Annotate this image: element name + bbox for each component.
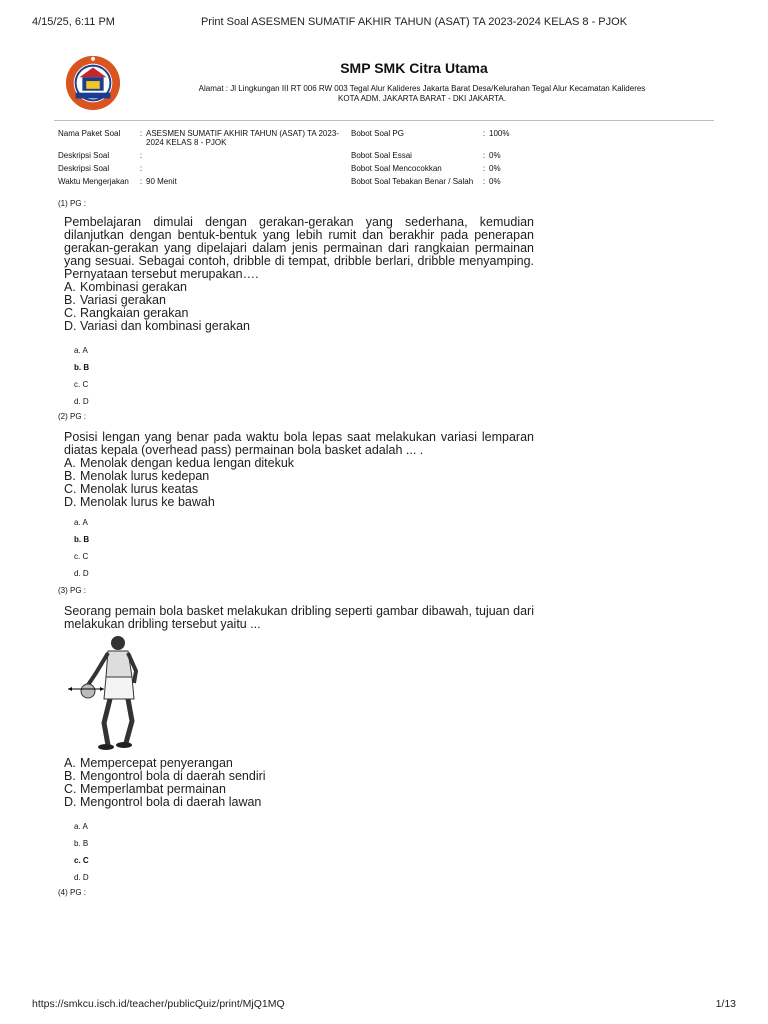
answer-choice-selected[interactable]: c. C — [74, 856, 89, 865]
option-c: C. Rangkaian gerakan — [64, 306, 189, 320]
question-1-body — [64, 216, 534, 333]
question-2-body — [64, 431, 534, 509]
info-row: Deskripsi Soal : Bobot Soal Essai : 0% — [58, 149, 718, 162]
question-text: Pembelajaran dimulai dengan gerakan-gerakan yang sederhana, kemudian dilanjutkan dengan bentuk-bentuk yang lebih rumit dan berakhir pada penerapan gerakan-gerakan yang dipelajari dalam jenis permainan dari rangkaian permainan yang sesuai. Sebagai contoh, dribble di tempat, dribble berlari, dribble menyamping. Pernyataan tersebut merupakan…. — [64, 215, 534, 281]
question-2-answers — [74, 518, 89, 586]
info-label: Waktu Mengerjakan — [58, 177, 129, 186]
answer-choice[interactable]: d. D — [74, 397, 89, 406]
option-b: B. Menolak lurus kedepan — [64, 469, 210, 483]
info-value: 0% — [489, 151, 501, 160]
info-label: Bobot Soal PG — [351, 129, 404, 138]
option-d: D. Menolak lurus ke bawah — [64, 495, 215, 509]
question-3-options — [64, 757, 534, 809]
info-value: 100% — [489, 129, 510, 138]
basketball-dribble-illustration — [64, 633, 158, 753]
question-1-header: (1) PG : — [58, 199, 87, 208]
info-value: 0% — [489, 177, 501, 186]
school-address — [130, 84, 714, 104]
question-4-header: (4) PG : — [58, 888, 87, 897]
info-value: 90 Menit — [146, 177, 177, 186]
info-label: Deskripsi Soal — [58, 164, 110, 173]
answer-choice[interactable]: a. A — [74, 518, 88, 527]
question-3-header: (3) PG : — [58, 586, 87, 595]
info-row: Waktu Mengerjakan : 90 Menit Bobot Soal Tebakan Benar / Salah : 0% — [58, 175, 718, 188]
answer-choice-selected[interactable]: b. B — [74, 535, 90, 544]
info-label: Nama Paket Soal — [58, 129, 121, 138]
print-url: https://smkcu.isch.id/teacher/publicQuiz/print/MjQ1MQ — [32, 998, 285, 1010]
info-value — [146, 162, 351, 175]
info-row: Nama Paket Soal : ASESMEN SUMATIF AKHIR TAHUN (ASAT) TA 2023-2024 KELAS 8 - PJOK Bobot Soal PG : 100% — [58, 127, 718, 149]
option-d: D. Mengontrol bola di daerah lawan — [64, 795, 262, 809]
option-a: A. Menolak dengan kedua lengan ditekuk — [64, 456, 295, 470]
question-3-answers — [74, 822, 89, 890]
question-text: Posisi lengan yang benar pada waktu bola lepas saat melakukan variasi lemparan diatas kepala (overhead pass) permainan bola basket adalah ... . — [64, 430, 534, 457]
print-datetime: 4/15/25, 6:11 PM — [32, 16, 115, 28]
school-name: SMP SMK Citra Utama — [340, 60, 488, 76]
info-value: 0% — [489, 164, 501, 173]
answer-choice-selected[interactable]: b. B — [74, 363, 90, 372]
option-b: B. Mengontrol bola di daerah sendiri — [64, 769, 266, 783]
info-label: Bobot Soal Tebakan Benar / Salah — [351, 177, 474, 186]
answer-choice[interactable]: d. D — [74, 873, 89, 882]
option-a: A. Mempercepat penyerangan — [64, 756, 233, 770]
answer-choice[interactable]: a. A — [74, 822, 88, 831]
option-c: C. Menolak lurus keatas — [64, 482, 199, 496]
option-b: B. Variasi gerakan — [64, 293, 166, 307]
info-value — [146, 149, 351, 162]
answer-choice[interactable]: c. C — [74, 380, 89, 389]
answer-choice[interactable]: a. A — [74, 346, 88, 355]
option-c: C. Memperlambat permainan — [64, 782, 226, 796]
option-d: D. Variasi dan kombinasi gerakan — [64, 319, 251, 333]
answer-choice[interactable]: d. D — [74, 569, 89, 578]
question-1-answers — [74, 346, 89, 414]
school-header — [54, 52, 714, 122]
info-value: ASESMEN SUMATIF AKHIR TAHUN (ASAT) TA 2023-2024 KELAS 8 - PJOK — [146, 129, 339, 147]
answer-choice[interactable]: c. C — [74, 552, 89, 561]
header-divider — [54, 120, 714, 121]
info-label: Deskripsi Soal — [58, 151, 110, 160]
question-2-header: (2) PG : — [58, 412, 87, 421]
print-title: Print Soal ASESMEN SUMATIF AKHIR TAHUN (ASAT) TA 2023-2024 KELAS 8 - PJOK — [200, 16, 628, 28]
school-address-line1: Alamat : Jl Lingkungan III RT 006 RW 003 Tegal Alur Kalideres Jakarta Barat Desa/Kelurahan Tegal Alur Kecamatan Kalideres — [198, 84, 646, 93]
question-3-text-block — [64, 605, 534, 631]
info-row: Deskripsi Soal : Bobot Soal Mencocokkan : 0% — [58, 162, 718, 175]
school-address-line2: KOTA ADM. JAKARTA BARAT - DKI JAKARTA. — [338, 94, 506, 103]
question-text: Seorang pemain bola basket melakukan dribling seperti gambar dibawah, tujuan dari melakukan dribling tersebut yaitu ... — [64, 604, 534, 631]
package-info-table — [58, 127, 718, 188]
page-number: 1/13 — [715, 998, 736, 1010]
option-a: A. Kombinasi gerakan — [64, 280, 188, 294]
info-label: Bobot Soal Essai — [351, 151, 412, 160]
answer-choice[interactable]: b. B — [74, 839, 89, 848]
info-label: Bobot Soal Mencocokkan — [351, 164, 442, 173]
